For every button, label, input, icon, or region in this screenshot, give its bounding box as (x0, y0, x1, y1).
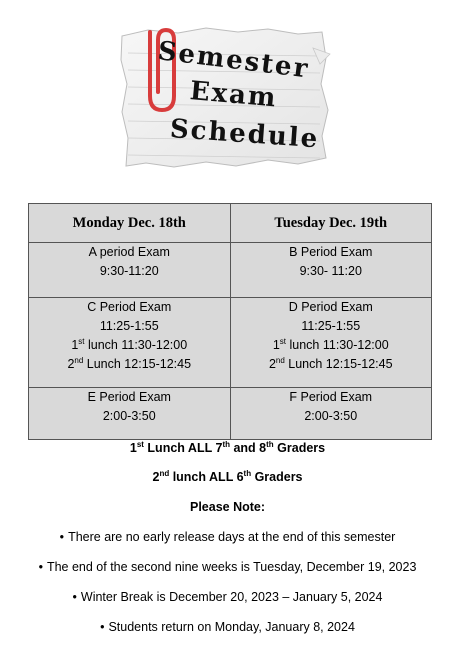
exam-time: 11:25-1:55 (99, 319, 159, 333)
lunch-ordinal-suffix: st (78, 336, 85, 346)
bullet-icon: • (38, 560, 43, 574)
second-lunch-note (0, 470, 455, 484)
list-item (0, 560, 455, 574)
lunch-ordinal-number: 1 (71, 338, 79, 352)
lunch-ordinal-suffix: nd (275, 355, 285, 365)
note-ordinal-suffix: th (222, 439, 230, 449)
lunch-ordinal-number: 1 (272, 338, 280, 352)
exam-time: 2:00-3:50 (304, 409, 358, 423)
header-title-line-1: Semester (156, 36, 311, 85)
note-ordinal-suffix: nd (159, 468, 170, 478)
schedule-cell-a (29, 243, 231, 298)
list-item-text: There are no early release days at the end of this semester (68, 530, 396, 544)
column-header-monday: Monday Dec. 18th (29, 204, 231, 243)
first-lunch-time (231, 336, 432, 355)
list-item-text: The end of the second nine weeks is Tuesday, December 19, 2023 (46, 560, 417, 574)
note-text: and 8 (230, 441, 267, 455)
exam-period-label: D Period Exam (288, 300, 373, 314)
lunch-ordinal-number: 2 (268, 357, 276, 371)
list-item (0, 530, 455, 544)
list-item (0, 620, 455, 634)
bullet-icon: • (72, 590, 77, 604)
note-ordinal-suffix: st (136, 439, 144, 449)
list-item-text: Students return on Monday, January 8, 2024 (108, 620, 355, 634)
column-header-tuesday: Tuesday Dec. 19th (230, 204, 432, 243)
lunch-ordinal-suffix: nd (74, 355, 84, 365)
schedule-cell-b (230, 243, 432, 298)
note-text: Graders (251, 470, 303, 484)
exam-schedule-table (28, 203, 432, 440)
note-text: Lunch ALL 7 (143, 441, 223, 455)
second-lunch-time (231, 355, 432, 374)
first-lunch-note (0, 441, 455, 455)
note-ordinal-number: 1 (129, 441, 137, 455)
lunch-time-text: Lunch 12:15-12:45 (86, 357, 192, 371)
exam-period-label: A period Exam (88, 245, 170, 259)
lunch-ordinal-suffix: st (279, 336, 287, 346)
exam-period-label: F Period Exam (289, 390, 373, 404)
exam-time: 11:25-1:55 (301, 319, 361, 333)
note-text: Graders (273, 441, 326, 455)
please-note-heading: Please Note: (189, 500, 266, 514)
bullet-icon: • (100, 620, 105, 634)
table-row (29, 388, 432, 440)
exam-period-label: E Period Exam (87, 390, 171, 404)
header-title-line-3: Schedule (168, 114, 321, 155)
schedule-cell-c (29, 298, 231, 388)
note-ordinal-suffix: th (243, 468, 252, 478)
table-row (29, 243, 432, 298)
table-row (29, 298, 432, 388)
exam-time: 9:30- 11:20 (299, 264, 362, 278)
list-item (0, 590, 455, 604)
exam-time: 2:00-3:50 (102, 409, 156, 423)
first-lunch-time (29, 336, 230, 355)
lunch-time-text: lunch 11:30-12:00 (88, 338, 188, 352)
note-text: lunch ALL 6 (169, 470, 244, 484)
exam-period-label: B Period Exam (289, 245, 373, 259)
schedule-cell-f (230, 388, 432, 440)
schedule-cell-e (29, 388, 231, 440)
second-lunch-time (29, 355, 230, 374)
exam-period-label: C Period Exam (87, 300, 172, 314)
schedule-cell-d (230, 298, 432, 388)
note-ordinal-suffix: th (266, 439, 274, 449)
table-header-row (29, 204, 432, 243)
exam-time: 9:30-11:20 (99, 264, 159, 278)
note-ordinal-number: 2 (152, 470, 160, 484)
header-title-line-2: Exam (188, 76, 279, 114)
lunch-time-text: Lunch 12:15-12:45 (288, 357, 393, 371)
bullet-icon: • (59, 530, 65, 544)
lunch-time-text: lunch 11:30-12:00 (289, 338, 389, 352)
list-item-text: Winter Break is December 20, 2023 – January 5, 2024 (80, 590, 383, 604)
lunch-ordinal-number: 2 (67, 357, 75, 371)
